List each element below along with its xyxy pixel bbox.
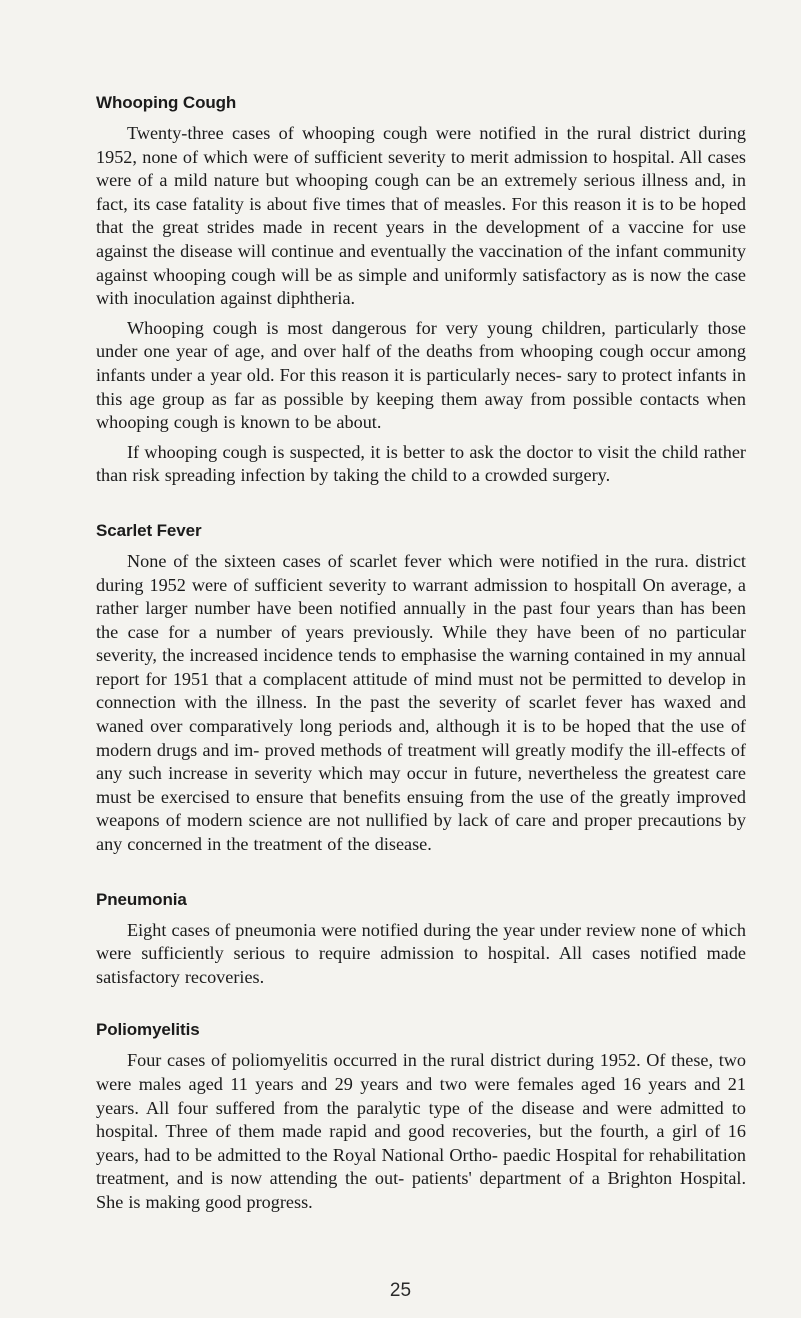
page-number: 25 (389, 1280, 412, 1301)
section-heading: Pneumonia (96, 889, 187, 909)
paragraph: Four cases of poliomyelitis occurred in the rural district during 1952. Of these, two were males aged 11 years and 29 years and two were females aged 16 years and 21 years. All four suffered from the paralytic type of the disease and were admitted to hospital. Three of them made rapid and good recoveries, but the fourth, a girl of 16 years, had to be admitted to the Royal National Ortho- paedic Hospital for rehabilitation treatment, and is now attending the out- patients' department of a Brighton Hospital. She is making good progress. (96, 1050, 746, 1212)
section-heading: Poliomyelitis (96, 1020, 200, 1040)
document-page (96, 92, 746, 1221)
section-scarlet-fever (96, 520, 746, 857)
paragraph: Eight cases of pneumonia were notified during the year under review none of which were sufficiently serious to require admission to hospital. All cases notified made satisfactory recoveries. (96, 919, 746, 987)
section-whooping-cough (96, 92, 746, 488)
paragraph: None of the sixteen cases of scarlet fever which were notified in the rura. district during 1952 were of sufficient severity to warrant admission to hospitall On average, a rather larger number have been notified annually in the past four years than has been the case for a number of years previously. While they have been of no particular severity, the increased incidence tends to emphasise the warning contained in my annual report for 1951 that a complacent attitude of mind must not be permitted to develop in connection with the illness. In the past the severity of scarlet fever has waxed and waned over comparatively long periods and, although it is to be hoped that the use of modern drugs and im- proved methods of treatment will greatly modify the ill-effects of any such increase in severity which may occur in future, nevertheless the greatest care must be exercised to ensure that benefits ensuing from the use of the greatly improved weapons of modern science are not nullified by lack of care and proper precautions by any concerned in the treatment of the disease. (96, 550, 746, 855)
section-heading: Whooping Cough (96, 93, 237, 112)
paragraph: Whooping cough is most dangerous for very young children, particularly those under one year of age, and over half of the deaths from whooping cough occur among infants under a year old. For this reason it is particularly neces- sary to protect infants in this age group as far as possible by keeping them away from possible contacts when whooping cough is known to be about. (96, 317, 746, 433)
section-poliomyelitis (96, 1019, 746, 1214)
paragraph: If whooping cough is suspected, it is better to ask the doctor to visit the child rather than risk spreading infection by taking the child to a crowded surgery. (96, 441, 746, 486)
paragraph: Twenty-three cases of whooping cough were notified in the rural district during 1952, none of which were of sufficient severity to merit admission to hospital. All cases were of a mild nature but whooping cough can be an extremely serious illness and, in fact, its case fatality is about five times that of measles. For this reason it is to be hoped that the great strides made in recent years in the development of a vaccine for use against the disease will continue and eventually the vaccination of the infant community against whooping cough will be as simple and uniformly satisfactory as is now the case with inoculation against diphtheria. (96, 123, 746, 309)
section-heading: Scarlet Fever (96, 520, 202, 540)
section-pneumonia (96, 889, 746, 990)
